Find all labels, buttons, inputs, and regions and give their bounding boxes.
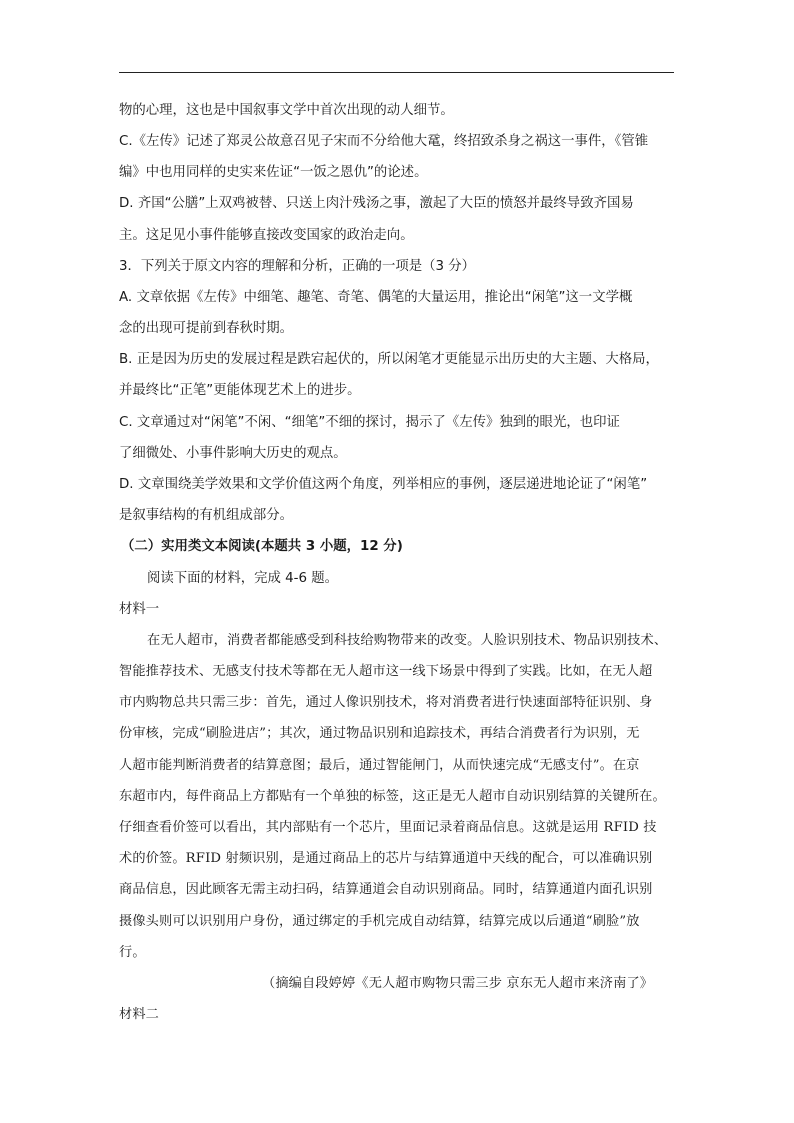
q3-option-b-line-2: 并最终比“正笔”更能体现艺术上的进步。: [119, 383, 361, 398]
text-line: 物的心理，这也是中国叙事文学中首次出现的动人细节。: [119, 103, 454, 118]
material-line: 商品信息，因此顾客无需主动扫码，结算通道会自动识别商品。同时，结算通道内面孔识别: [119, 882, 653, 897]
material-line: 份审核，完成“刷脸进店”；其次，通过物品识别和追踪技术，再结合消费者行为识别，无: [119, 726, 640, 741]
q3-option-d-line-2: 是叙事结构的有机组成部分。: [119, 508, 294, 523]
material-1-label: 材料一: [119, 602, 160, 617]
material-line: 市内购物总共只需三步：首先，通过人像识别技术，将对消费者进行快速面部特征识别、身: [119, 695, 653, 710]
material-line: 摄像头则可以识别用户身份，通过绑定的手机完成自动结算，结算完成以后通道“刷脸”放: [119, 914, 640, 929]
material-line: 术的价签。RFID 射频识别，是通过商品上的芯片与结算通道中天线的配合，可以准确识别: [119, 851, 653, 866]
material-line: 行。: [119, 945, 146, 960]
q3-option-a-line-2: 念的出现可提前到春秋时期。: [119, 321, 294, 336]
section-heading: （二）实用类文本阅读(本题共 3 小题，12 分): [121, 539, 403, 554]
material-line: 仔细查看价签可以看出，其内部贴有一个芯片，里面记录着商品信息。这就是运用 RFID 技: [119, 820, 657, 835]
instruction: 阅读下面的材料，完成 4-6 题。: [147, 571, 339, 586]
option-d-line-2: 主。这足见小事件能够直接改变国家的政治走向。: [119, 228, 414, 243]
q3-option-c-line-2: 了细微处、小事件影响大历史的观点。: [119, 446, 347, 461]
material-line: 智能推荐技术、无感支付技术等都在无人超市这一线下场景中得到了实践。比如，在无人超: [119, 664, 653, 679]
option-c-line-1: C.《左传》记述了郑灵公故意召见子宋而不分给他大鼋，终招致杀身之祸这一事件，《管锥: [119, 134, 649, 149]
material-line: 在无人超市，消费者都能感受到科技给购物带来的改变。人脸识别技术、物品识别技术、: [147, 633, 668, 648]
material-line: 人超市能判断消费者的结算意图；最后，通过智能闸门，从而快速完成“无感支付”。在京: [119, 758, 640, 773]
question-3: 3．下列关于原文内容的理解和分析，正确的一项是（3 分）: [119, 259, 476, 274]
citation: （摘编自段婷婷《无人超市购物只需三步 京东无人超市来济南了》: [262, 976, 654, 991]
q3-option-a-line-1: A. 文章依据《左传》中细笔、趣笔、奇笔、偶笔的大量运用，推论出“闲笔”这一文学概: [119, 290, 633, 305]
q3-option-b-line-1: B. 正是因为历史的发展过程是跌宕起伏的，所以闲笔才更能显示出历史的大主题、大格局，: [119, 352, 659, 367]
option-d-line-1: D. 齐国“公膳”上双鸡被替、只送上肉汁残汤之事，激起了大臣的愤怒并最终导致齐国易: [119, 196, 634, 211]
q3-option-d-line-1: D. 文章围绕美学效果和文学价值这两个角度，列举相应的事例，逐层递进地论证了“闲笔”: [119, 477, 648, 492]
header-rule: [119, 72, 674, 73]
material-line: 东超市内，每件商品上方都贴有一个单独的标签，这正是无人超市自动识别结算的关键所在。: [119, 789, 666, 804]
option-c-line-2: 编》中也用同样的史实来佐证“一饭之恩仇”的论述。: [119, 165, 428, 180]
q3-option-c-line-1: C. 文章通过对“闲笔”不闲、“细笔”不细的探讨，揭示了《左传》独到的眼光，也印证: [119, 415, 620, 430]
material-2-label: 材料二: [119, 1007, 160, 1022]
